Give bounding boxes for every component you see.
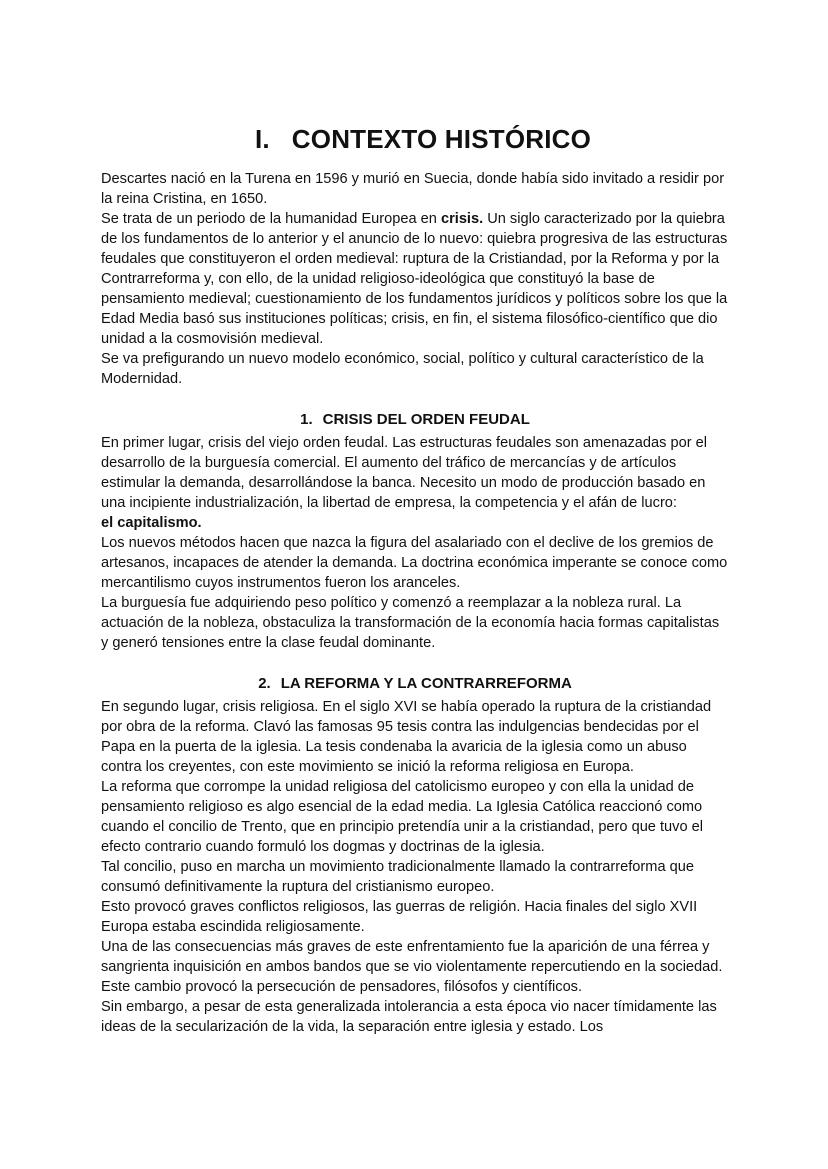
section-2-paragraph-6: Sin embargo, a pesar de esta generalizada intolerancia a esta época vio nacer tímidamente las ideas de la secularización de la vida, la separación entre iglesia y estado. Los (101, 999, 717, 1035)
section-1-p1-text: En primer lugar, crisis del viejo orden feudal. Las estructuras feudales son amenazadas por el desarrollo de la burguesía comercial. El aumento del tráfico de mercancías y de artículos estimular la demanda, desarrollándose la banca. Necesito un modo de producción basado en una incipiente industrialización, la libertad de empresa, la competencia y el afán de lucro: (101, 435, 707, 511)
intro-p2-bold: crisis. (440, 211, 484, 227)
title-number: I. (254, 124, 270, 154)
intro-p2-after: Un siglo caracterizado por la quiebra de los fundamentos de lo anterior y el anuncio de lo nuevo: quiebra progresiva de las estructuras feudales que constituyeron el orden medieval: ruptura de la Cristiandad, por la Reforma y por la Contrarreforma y, con ello, de la unidad religioso-ideológica que constituyó la base de pensamiento medieval; cuestionamiento de los fundamentos jurídicos y políticos sobre los que la Edad Media basó sus instituciones políticas; crisis, en fin, el sistema filosófico-científico que dio unidad a la cosmovisión medieval. (101, 211, 728, 347)
intro-paragraph-2 (101, 209, 729, 349)
section-1-heading (101, 409, 729, 431)
title-text: CONTEXTO HISTÓRICO (291, 124, 592, 154)
section-2-paragraph-4: Esto provocó graves conflictos religiosos, las guerras de religión. Hacia finales del siglo XVII Europa estaba escindida religiosamente. (101, 899, 698, 935)
intro-paragraph-1: Descartes nació en la Turena en 1596 y murió en Suecia, donde había sido invitado a residir por la reina Cristina, en 1650. (101, 171, 725, 207)
section-1-paragraph-2: Los nuevos métodos hacen que nazca la figura del asalariado con el declive de los gremios de artesanos, incapaces de atender la demanda. La doctrina económica imperante se conoce como mercantilismo cuyos instrumentos fueron los aranceles. (101, 535, 728, 591)
section-2-number: 2. (258, 675, 271, 692)
section-2-paragraph-1: En segundo lugar, crisis religiosa. En el siglo XVI se había operado la ruptura de la cristiandad por obra de la reforma. Clavó las famosas 95 tesis contra las indulgencias bendecidas por el Papa en la puerta de la iglesia. La tesis condenaba la avaricia de la iglesia como un abuso contra los creyentes, con este movimiento se inició la reforma religiosa en Europa. (101, 699, 712, 775)
section-2-paragraph-5: Una de las consecuencias más graves de este enfrentamiento fue la aparición de una férrea y sangrienta inquisición en ambos bandos que se vio violentamente repercutiendo en la sociedad. Este cambio provocó la persecución de pensadores, filósofos y científicos. (101, 939, 723, 995)
section-1-paragraph-1 (101, 433, 729, 533)
intro-paragraph-3: Se va prefigurando un nuevo modelo económico, social, político y cultural característico de la Modernidad. (101, 351, 704, 387)
section-1-paragraph-3: La burguesía fue adquiriendo peso político y comenzó a reemplazar a la nobleza rural. La actuación de la nobleza, obstaculiza la transformación de la economía hacia formas capitalistas y generó tensiones entre la clase feudal dominante. (101, 595, 720, 651)
document-page (101, 124, 729, 1037)
section-1-title: CRISIS DEL ORDEN FEUDAL (322, 411, 530, 428)
intro-p2-before: Se trata de un periodo de la humanidad Europea en (101, 211, 441, 227)
section-1-p1-bold: el capitalismo. (101, 515, 202, 531)
section-1-number: 1. (300, 411, 313, 428)
section-2-heading (101, 673, 729, 695)
page-title (101, 124, 729, 155)
section-2-title: LA REFORMA Y LA CONTRARREFORMA (280, 675, 572, 692)
section-2-paragraph-3: Tal concilio, puso en marcha un movimiento tradicionalmente llamado la contrarreforma que consumó definitivamente la ruptura del cristianismo europeo. (101, 859, 694, 895)
section-2-paragraph-2: La reforma que corrompe la unidad religiosa del catolicismo europeo y con ella la unidad de pensamiento religioso es algo esencial de la edad media. La Iglesia Católica reaccionó como cuando el concilio de Trento, que en principio pretendía unir a la cristiandad, pero que tuvo el efecto contrario cuando formuló los dogmas y doctrinas de la iglesia. (101, 779, 703, 855)
